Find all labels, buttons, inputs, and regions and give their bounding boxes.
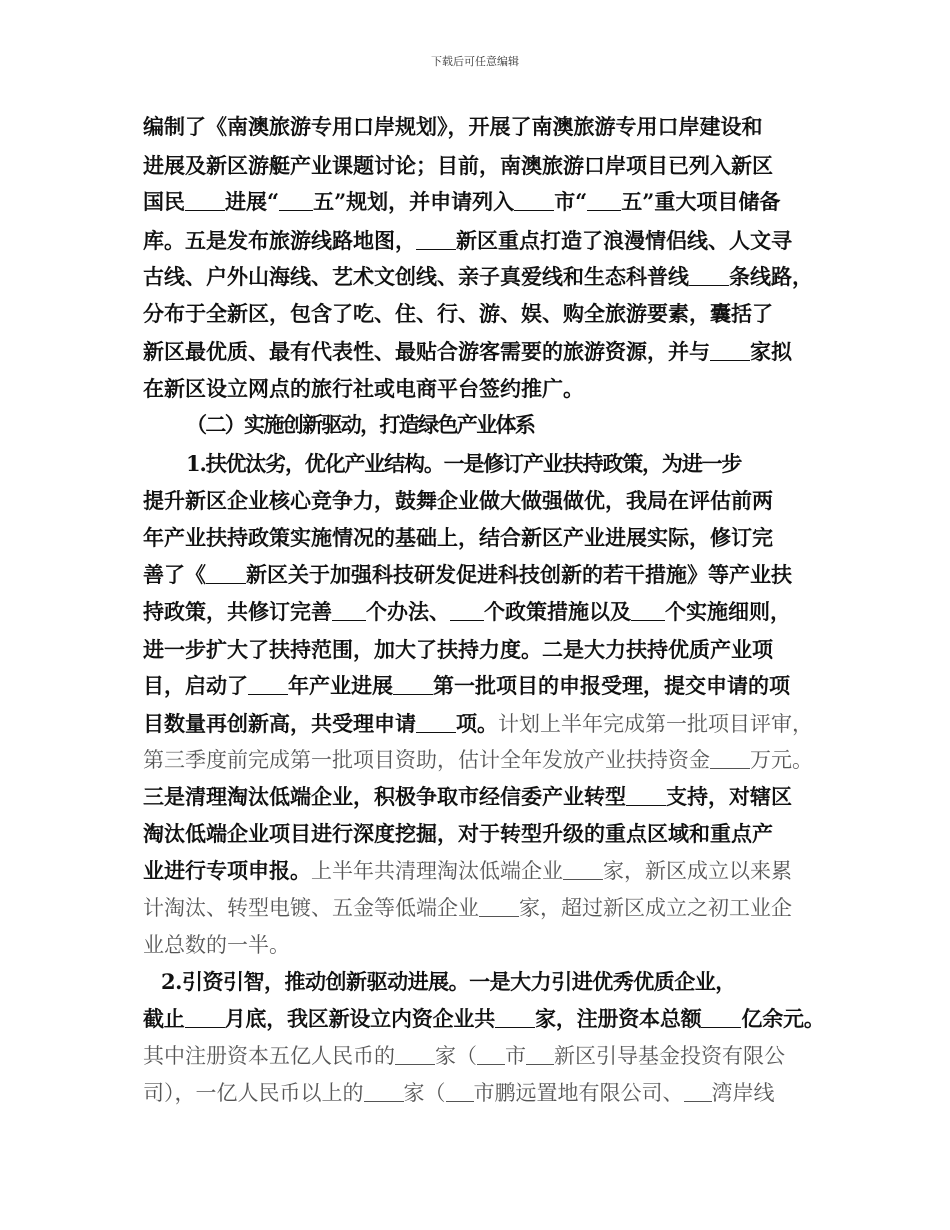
text-line [186, 450, 866, 478]
text-segment: 市鹏远置地有限公司、 [473, 1081, 684, 1105]
text-segment: 进展“ [225, 189, 280, 214]
text-segment: 目，启动了 [143, 673, 248, 698]
blank-underline [701, 1007, 741, 1028]
text-line [143, 338, 823, 366]
page-header: 下载后可任意编辑 [431, 55, 519, 68]
blank-underline [587, 190, 621, 211]
text-line [143, 598, 823, 626]
blank-underline [563, 859, 603, 880]
text-segment: 支持，对辖区 [666, 784, 792, 809]
blank-underline [626, 785, 666, 806]
text-line [143, 746, 823, 774]
text-line [143, 1079, 823, 1107]
text-line [143, 300, 823, 328]
blank-underline [495, 1007, 535, 1028]
blank-underline [248, 674, 288, 695]
text-segment: 善了《 [143, 562, 206, 587]
text-segment: 市“ [554, 189, 588, 214]
text-line [143, 188, 823, 216]
text-segment: 湾岸线 [711, 1081, 775, 1105]
text-segment: 提升新区企业核心竞争力，鼓舞企业做大做强做优，我局在评估前两 [143, 488, 773, 513]
text-line [143, 487, 823, 515]
text-segment: 业总数的一半。 [143, 933, 290, 957]
text-segment: 月底，我区新设立内资企业共 [224, 1006, 496, 1031]
text-segment: 计划上半年完成第一批项目评审， [498, 712, 813, 736]
blank-underline [526, 1044, 554, 1065]
text-segment: 进一步扩大了扶持范围，加大了扶持力度。二是大力扶持优质产业项 [143, 637, 773, 662]
blank-underline [395, 1044, 435, 1065]
text-line [143, 894, 823, 922]
text-line [143, 857, 823, 885]
text-segment: 持政策，共修订完善 [143, 599, 332, 624]
text-line [143, 672, 823, 700]
text-segment: 亿余元。 [741, 1006, 825, 1031]
text-segment: 第一批项目的申报受理，提交申请的项 [433, 673, 790, 698]
text-line [143, 931, 823, 959]
text-segment: 市 [505, 1044, 526, 1068]
text-line [143, 1005, 823, 1033]
text-segment: 分布于全新区，包含了吃、住、行、游、娱、购全旅游要素，囊括了 [143, 301, 773, 326]
text-segment: 项。 [456, 711, 498, 736]
text-line [143, 820, 823, 848]
text-line [161, 968, 841, 996]
blank-underline [684, 1081, 712, 1102]
text-segment: 新区最优质、最有代表性、最贴合游客需要的旅游资源，并与 [143, 339, 710, 364]
text-segment: （二）实施创新驱动，打造绿色产业体系 [186, 412, 535, 437]
text-line [143, 227, 823, 255]
blank-underline [393, 674, 433, 695]
blank-underline [416, 229, 456, 250]
text-segment: 司），一亿人民币以上的 [143, 1081, 364, 1105]
text-segment: 三是清理淘汰低端企业，积极争取市经信委产业转型 [143, 784, 626, 809]
blank-underline [479, 896, 519, 917]
blank-underline [332, 600, 366, 621]
blank-underline [689, 265, 729, 286]
text-segment: 进展及新区游艇产业课题讨论；目前，南澳旅游口岸项目已列入新区 [143, 153, 773, 178]
blank-underline [514, 190, 554, 211]
blank-underline [446, 1081, 474, 1102]
text-line [143, 263, 823, 291]
blank-underline [185, 190, 225, 211]
text-segment: 计淘汰、转型电镀、五金等低端企业 [143, 896, 479, 920]
blank-underline [477, 1044, 505, 1065]
text-line [143, 636, 823, 664]
blank-underline [279, 190, 313, 211]
text-line [143, 783, 823, 811]
text-segment: 家，新区成立以来累 [603, 859, 792, 883]
text-line [143, 152, 823, 180]
text-segment: 1.扶优汰劣，优化产业结构。一是修订产业扶持政策，为进一步 [186, 451, 742, 476]
text-segment: 年产业进展 [288, 673, 393, 698]
text-segment: 业进行专项申报。 [143, 858, 311, 883]
text-segment: 年产业扶持政策实施情况的基础上，结合新区产业进展实际，修订完 [143, 525, 773, 550]
text-segment: 家（ [403, 1081, 446, 1105]
text-segment: 古线、户外山海线、艺术文创线、亲子真爱线和生态科普线 [143, 264, 689, 289]
text-segment: 条线路， [729, 264, 813, 289]
text-line [143, 561, 823, 589]
blank-underline [631, 600, 665, 621]
text-segment: 其中注册资本五亿人民币的 [143, 1044, 395, 1068]
blank-underline [710, 340, 750, 361]
text-segment: 截止 [143, 1006, 185, 1031]
text-segment: 家，注册资本总额 [535, 1006, 702, 1031]
text-segment: 2.引资引智，推动创新驱动进展。一是大力引进优秀优质企业， [161, 969, 736, 994]
text-segment: 新区重点打造了浪漫情侣线、人文寻 [456, 228, 792, 253]
text-line [143, 113, 823, 141]
text-line [143, 710, 823, 738]
text-line [143, 1042, 823, 1070]
text-segment: 个办法、 [366, 599, 450, 624]
blank-underline [185, 1007, 225, 1028]
text-segment: 五”规划，并申请列入 [313, 189, 515, 214]
text-segment: 目数量再创新高，共受理申请 [143, 711, 416, 736]
text-segment: 家（ [435, 1044, 477, 1068]
text-segment: 新区关于加强科技研发促进科技创新的若干措施》等产业扶 [246, 562, 792, 587]
text-segment: 编制了《南澳旅游专用口岸规划》，开展了南澳旅游专用口岸建设和 [143, 114, 763, 139]
text-segment: 家拟 [750, 339, 792, 364]
text-segment: 新区引导基金投资有限公 [554, 1044, 785, 1068]
text-segment: 国民 [143, 189, 185, 214]
text-line [143, 524, 823, 552]
text-segment: 家，超过新区成立之初工业企 [519, 896, 792, 920]
blank-underline [364, 1081, 404, 1102]
text-segment: 上半年共清理淘汰低端企业 [311, 859, 563, 883]
text-segment: 第三季度前完成第一批项目资助，估计全年发放产业扶持资金 [143, 748, 710, 772]
text-segment: 淘汰低端企业项目进行深度挖掘，对于转型升级的重点区域和重点产 [143, 821, 773, 846]
text-line [143, 375, 823, 403]
section-heading [186, 411, 866, 439]
blank-underline [206, 563, 246, 584]
text-segment: 在新区设立网点的旅行社或电商平台签约推广。 [143, 376, 584, 401]
text-segment: 个实施细则， [665, 599, 791, 624]
blank-underline [416, 712, 456, 733]
text-segment: 万元。 [750, 748, 813, 772]
text-segment: 个政策措施以及 [484, 599, 631, 624]
text-segment: 库。五是发布旅游线路地图， [143, 228, 416, 253]
blank-underline [710, 748, 750, 769]
text-segment: 五”重大项目储备 [621, 189, 781, 214]
blank-underline [450, 600, 484, 621]
